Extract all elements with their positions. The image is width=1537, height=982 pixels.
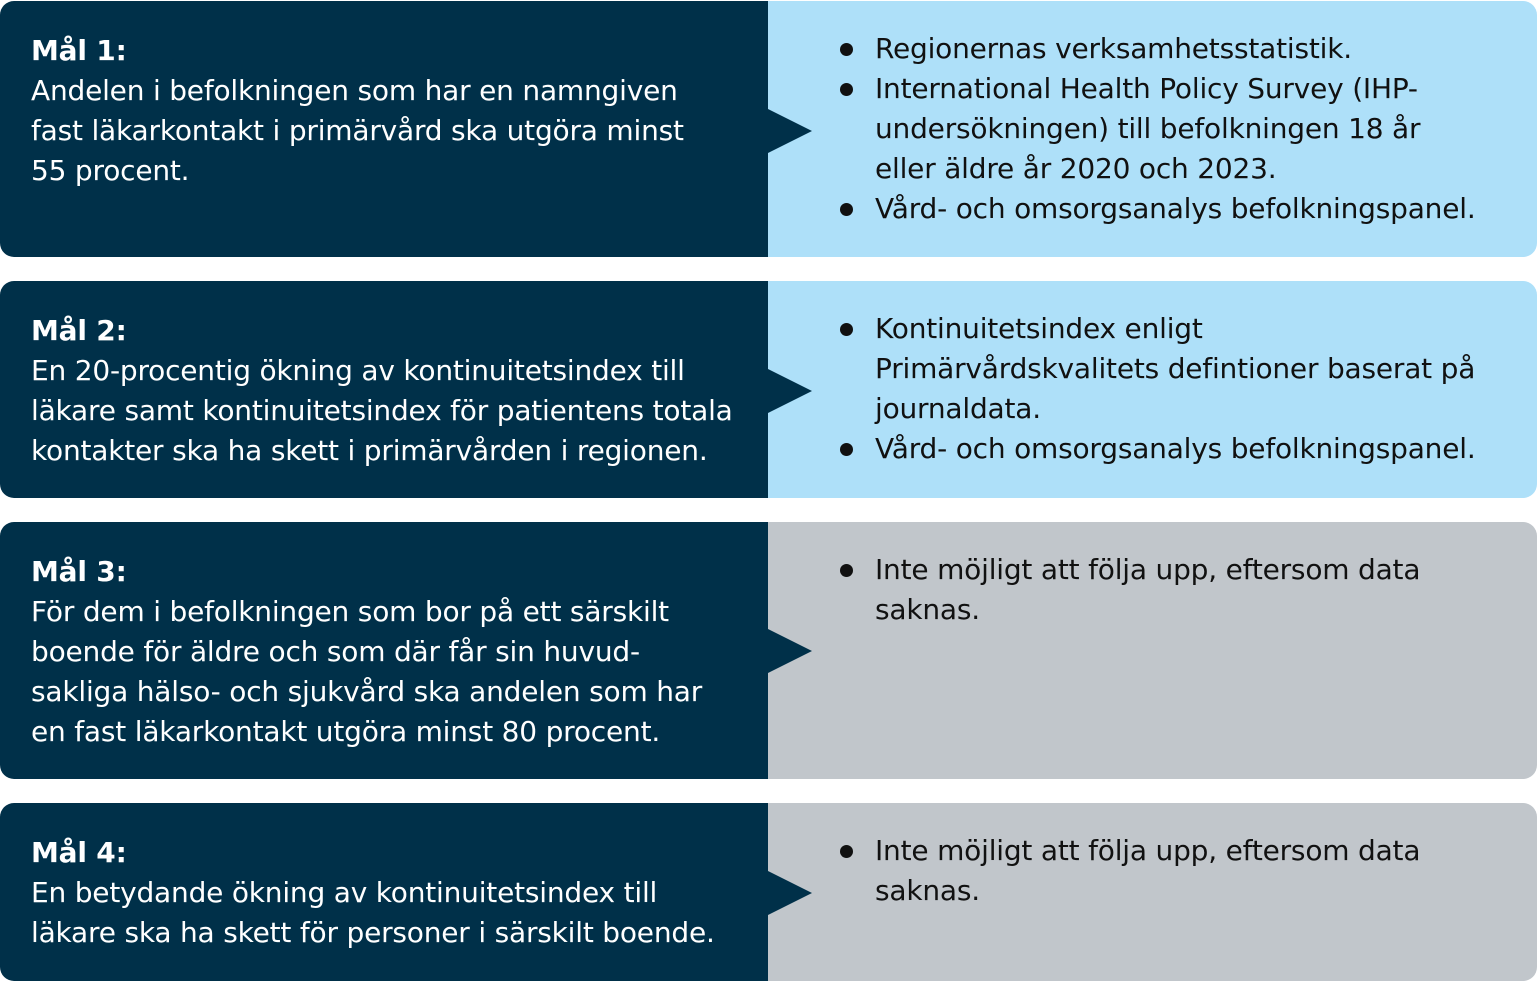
- goal-text: En betydande ökning av kontinuitetsindex till läkare ska ha skett för personer i särskilt boende.: [31, 876, 715, 949]
- goal-title: Mål 1:: [31, 34, 127, 67]
- arrow-right-icon: [768, 629, 812, 673]
- source-panel: [768, 1, 1537, 257]
- arrow-right-icon: [768, 871, 812, 915]
- goal-row-2: [0, 281, 1537, 498]
- list-item: Inte möjligt att följa upp, eftersom data saknas.: [840, 550, 1440, 630]
- goal-panel: [0, 1, 768, 257]
- goal-panel: [0, 803, 768, 981]
- list-item: Regionernas verksamhetsstatistik.: [840, 29, 1480, 69]
- source-list: [840, 29, 1480, 229]
- goal-row-1: [0, 1, 1537, 257]
- goal-panel: [0, 281, 768, 498]
- goal-text: För dem i befolkningen som bor på ett särskilt boende för äldre och som där får sin huvud-sakliga hälso- och sjukvård ska andelen som har en fast läkarkontakt utgöra minst 80 procent.: [31, 595, 703, 748]
- goal-text: En 20-procentig ökning av kontinuitetsindex till läkare samt kontinuitetsindex för patientens totala kontakter ska ha skett i primärvården i regionen.: [31, 354, 733, 467]
- goal-panel: [0, 522, 768, 779]
- list-item: Vård- och omsorgsanalys befolkningspanel.: [840, 429, 1490, 469]
- source-list: [840, 309, 1490, 469]
- goal-title: Mål 4:: [31, 836, 127, 869]
- goal-text: Andelen i befolkningen som har en namngiven fast läkarkontakt i primärvård ska utgöra minst 55 procent.: [31, 74, 684, 187]
- list-item: Kontinuitetsindex enligt Primärvårdskvalitets defintioner baserat på journaldata.: [840, 309, 1490, 429]
- goal-row-3: [0, 522, 1537, 779]
- source-panel: [768, 522, 1537, 779]
- list-item: Vård- och omsorgsanalys befolkningspanel.: [840, 189, 1480, 229]
- list-item: International Health Policy Survey (IHP-undersökningen) till befolkningen 18 år eller äldre år 2020 och 2023.: [840, 69, 1445, 189]
- source-panel: [768, 803, 1537, 981]
- source-panel: [768, 281, 1537, 498]
- arrow-right-icon: [768, 369, 812, 413]
- source-list: [840, 831, 1440, 911]
- list-item: Inte möjligt att följa upp, eftersom data saknas.: [840, 831, 1440, 911]
- goal-row-4: [0, 803, 1537, 981]
- arrow-right-icon: [768, 109, 812, 153]
- goal-title: Mål 3:: [31, 555, 127, 588]
- source-list: [840, 550, 1440, 630]
- goal-title: Mål 2:: [31, 314, 127, 347]
